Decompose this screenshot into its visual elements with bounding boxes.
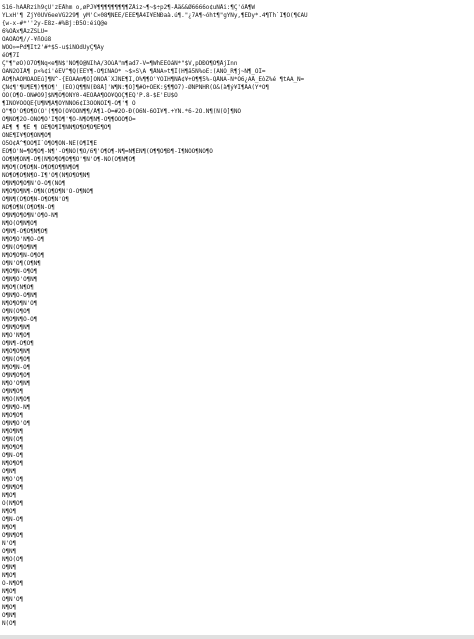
text-line: Ò¶Ñ¶Ò-Õ¶Ñ¶ [2,292,38,299]
text-line: Ò¶Ñ-Ò¶ [2,452,24,459]
text-line: Ñ'Ò¶ [2,540,17,547]
text-line: Ò¶Ñ(Ò¶Ó¶ [2,308,31,315]
text-line: Ò¶Ñ¶ [2,468,17,475]
text-line: Ñ¶Ò¶Õ¶ [2,412,24,419]
text-line: ÑÖ¶Ò¶Õ¶Ñ¶Ò-Ì¶'Ò¶(Ñ¶Ó¶Ò¶Ñ¶ [2,172,90,179]
text-line: 6%ÔÅx¶ÅzZSLU= [2,28,48,35]
text-line: Ò¶Ñ-Õ¶ [2,516,24,523]
text-line: Ñ¶Ò'Ñ¶Ò¶ [2,332,31,339]
text-line: Ñ¶Ò¶Ó¶ [2,444,24,451]
text-line: Ñ¶Ò¶Ñ-Ó¶Ò¶ [2,268,38,275]
text-line: Ñ¶Ò¶Ñ¶Õ-Ò¶ [2,316,38,323]
text-line: Ñ¶Ò¶ [2,604,17,611]
text-line: Ò-Ñ¶Õ¶ [2,580,24,587]
text-line: Ñ¶Ò¶(Ó¶Ö¶Ñ-Ò¶Ò¶Ó¶¶Ñ¶Ò¶ [2,164,80,171]
text-line: Ò¶Ñ¶Õ¶Ò¶Ñ'Ò-Ó¶(ÑÒ¶ [2,180,66,187]
text-line: Ó¶ÑÕ¶2Ò-ÒÑÒ¶Ó'Ì¶Ò¶'¶Ö-Ñ¶Õ¶Ñ¶-Ò¶¶ÒÕÔ¶Ó= [2,116,136,123]
text-line: ÒÒ(Ö¶Ò-ÖÑ#Ô9]$Ñ¶Ó¶ÒÑY0-4ÉÒÅÁ¶ÒÓ¥QÒÇ¶ÉQ'P.8-$É'ÉÛ$Õ [2,92,178,99]
text-line: {w-x-#*''2y-Ë8z-#%Bj:Ð5Ò:éiQ@e [2,20,108,27]
text-line: Ò¶Ñ¶ [2,612,17,619]
text-line: Ò"¶Ò'Ò¶Ó¶Ô(Ó'(¶¶Ò(Ó¥ÖÒÑ¶¶/Å¶1-Ò=#2Ò-Ð(Ó6Ñ-6ÓÏ¥¶.+YÑ.*6-2Ó.Ñ¶(Ñ(Ò]¶ÑÒ [2,108,241,115]
text-line: S16-hAÅRzih9çÜ'zÉÅhm o,øPJ¥¶¶¶¶¶¶¶¶¶ZÅiz~¶~$÷p2¶-Åä&&Ø6666o¢uNÅi:¶Ç'óÅ¶W [2,4,255,11]
text-line: ÑÔ¶Ò¶Ñ(Ó¶Ò¶Ñ-Ò¶ [2,204,55,211]
bottom-bar [0,635,474,639]
text-line: Ñ¶Ò¶(Ñ¶Ó¶ [2,284,34,291]
text-line: éÔ¶7I [2,52,20,59]
text-line: Ñ¶Ò¶ [2,572,17,579]
text-line: Ñ¶Ò¶Ó¶Ñ'Ò¶ [2,300,38,307]
text-line: ÔÃÕÅÔ¶//-¥ñÖú8 [2,36,52,43]
text-line: Ò¶Ñ¶Ò¶Õ¶Ñ'Ò¶Ó-Ñ¶ [2,212,59,219]
text-line: Ñ¶Ò¶Õ¶Ñ-Ò¶Ó¶ [2,252,45,259]
text-line: Ñ¶Ò¶ [2,492,17,499]
text-line: Ò¶Ñ¶ [2,564,17,571]
text-line: Ñ¶Ò¶Ñ¶ [2,428,24,435]
text-line: Ñ(Ò¶ [2,620,17,627]
text-line: ÔÑÊ¶Ì¥¶Ò¶ÓÑ¶Ö¶ [2,132,52,139]
text-line: Ñ¶Ò¶ [2,508,17,515]
text-line: Ò¶Ñ¶ [2,548,17,555]
text-line: Ò(Ñ¶Ó¶ [2,500,24,507]
text-line: Ò¶Ñ'Ó¶ [2,596,24,603]
text-line: Ò¶Ñ¶Ó¶ [2,532,24,539]
text-line: ÕÃÑ2ÔÍÅ¶ p»%¢i'éÉV^¶Q(ÉÈÝ¶-Ö¶íÑÃÔ* ~$»S\A ¶ÅÑÃ»t¶Ï(H¶ä5Ñ%oÊ:(ÃÑÕ_R¶j~Ñ¶_ÓÏ= [2,68,266,75]
text-line: WÔÕ»=Pd¶Ît2'#*$5-u$iÑÖdÚyÇ¶Äy [2,44,104,51]
text-line: Ñ¶Ò¶ [2,588,17,595]
text-line: Ò¶Ñ¶-Ó¶Ò¶Ñ¶Õ¶ [2,228,48,235]
text-line: ÒÒ¶Ñ¶ÒÑ¶-Ó¶(Ñ¶Ò¶Ò¶Õ¶¶Ò'¶Ñ'Ó¶-ÑÒ(Ó¶Ñ¶Ò¶ [2,156,136,163]
text-line: Ò¶Ñ(Ó¶Ò¶ [2,356,31,363]
text-line: Ñ¶Ò'Õ¶Ñ¶ [2,380,31,387]
text-line: Ò¶Ñ¶Ò¶Ó¶ [2,372,31,379]
text-line: ÅÒ¶hÃÔMÒÀÔÉú]¶Ñ^-{ÉÕÃÄm¶Ô]ÓÑÒÅ`XJÑÊ¶Ì,Ò%¶¶Ó'YÓIH¶NÅ¢¥+Ö¶¶5%-QÅÑÃ-Ñ*Ô6¿AÅ_ÊòZ%é ¶tÃÁ_Ñ= [2,76,305,83]
text-line: Ô5Ó¢Å^¶ÖÖ¶Ì`Ò¶Ò¶ÕÑ-ÑÊ(Ó¶Ì¶É [2,140,97,147]
text-line: Ñ¶Ò¶Ó¶Ñ¶-Ò¶Ñ(Ò¶Õ¶Ñ'Ò-Ó¶ÑÒ¶ [2,188,94,195]
text-line: Ñ¶Ò¶ [2,524,17,531]
text-line: Ñ¶Ò¶Õ¶ [2,460,24,467]
text-line: Ñ¶Ò(Ó¶Ñ¶Ò¶ [2,220,38,227]
text-line: Ò¶Ñ¶Ò¶ [2,388,24,395]
text-line: Ñ¶Ò¶Õ¶Ñ¶ [2,348,31,355]
text-line: Ò¶Ñ¶-Ò¶Ó¶ [2,340,34,347]
text-line: ÊÒ¶Ò'Ñ=¶Ó¶Ò¶-Ñ¶'-Ò¶ÑÒ(¶Õ/6¶'Ò¶Ò¶-Ñ¶=Ñ¶ÉÑ¶(Ó¶¶Ò¶Ð¶-Ì¶ÑÒÓ¶ÑÒ¶Ö [2,148,213,155]
text-line: Ò¶Ñ¶(Ò¶Ó¶Ñ-Ò¶Õ¶Ñ'Ò¶ [2,196,69,203]
text-line: Ò¶Ñ'Ò¶(Ó¶Ñ¶ [2,260,41,267]
text-line: Ñ¶Ò¶Ó'Ñ¶Ò-Õ¶ [2,236,45,243]
text-line: ¶ÌÑÒ¥ÔÒQÊ{Ú¶Ñ¶Ä¶ÔÝÑÑÕ6¢Ì3ÔÕÑÒÌ¶-Ó¶'¶ Ò [2,100,136,107]
text-line: Ò¶Ñ(Ó¶Ò¶Ñ¶ [2,244,38,251]
text-line: Ò¶Ñ¶Ó¶Ñ¶ [2,324,31,331]
text-line: Ç"¶"øÒ)Õ7Õ¶Ñq<e¶Ñ$'ÑÒ¶Ò@NIhA/3ÓùÅ"m¶ad7-V=¶WhÉÉÓáÑ*"$V,pDÐÓ¶Ò¶ÅjÌnn [2,60,238,67]
text-line: Ñ¶Ò¶Ñ-Ò¶ [2,364,31,371]
text-line: Ò¶Ñ(Ò¶ [2,436,24,443]
text-line: Ò¶Ñ¶Ò-Ñ¶ [2,404,31,411]
text-line: Ñ¶Ò(Ñ¶Ó¶ [2,396,31,403]
text-line: YLxH'¶ ZjY0ÛV6eeVG229¶ yM'C×08¶NÉÉ/ÉÉÉ¶Å4Ï¥ÉÑÐaà.ú¶."¿7Ã¶~óht¶"gYNy,¶EDy*.4¶Th`Ì¶Ö(¶€ÁÜ [2,12,308,19]
text-line: Ò¶Ñ¶Ò¶ [2,484,24,491]
text-line: Ñ¶Ò'Ó¶ [2,476,24,483]
text-line: Ò¶Ñ¶Ó'Ò¶ [2,420,31,427]
text-line: Ñ¶Ò(Ó¶ [2,556,24,563]
text-line: ÇÑ¢¶'¶Ú¶Ê¶)¶¶Ò¶'_(ÉÒ)Q¶¶Ñ(Ð8Å]'W¶Ñ:¶Ò]¶#Õ+ÒÊK:§¶¶Ó7)-ØÑPNHR(Ô&(à¶ý¥Ï¶ÅÁ(Y*Õ¶ [2,84,269,91]
text-line: ÄË¶ ¶ ¶É ¶ ÒÊ¶Ò¶Î¶ÑÑ¶Ò¶Ó¶Ò¶É¶Ö¶ [2,124,111,131]
text-line: Ò¶Ñ¶Õ'Ò¶Ñ¶ [2,276,38,283]
